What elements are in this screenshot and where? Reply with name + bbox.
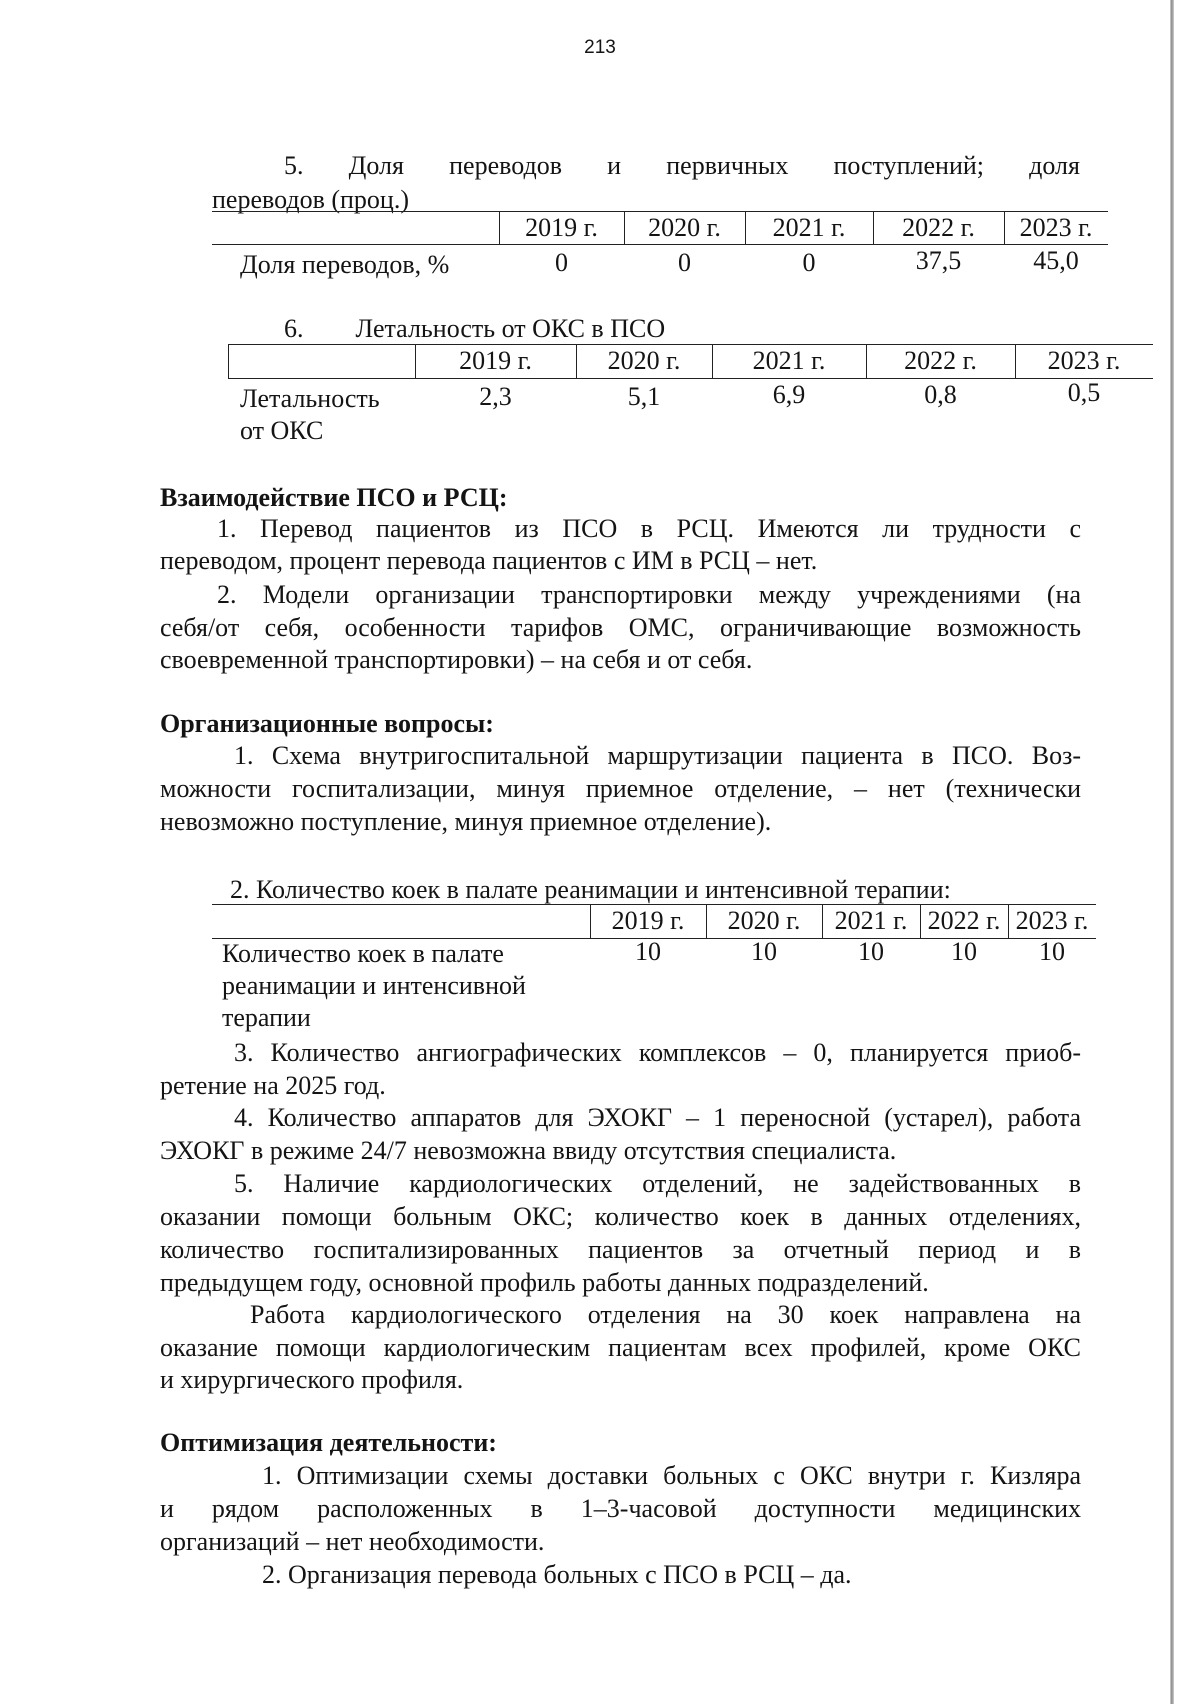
year-header: 2022 г. (904, 346, 977, 375)
heading-word: переводов (449, 151, 562, 180)
table-cell: 5,1 (627, 382, 661, 411)
table-cell: 0,8 (924, 380, 957, 409)
year-header: 2022 г. (902, 213, 975, 242)
paragraph-line: 2. Организация перевода больных с ПСО в РСЦ – да. (262, 1560, 852, 1589)
table-cell: 45,0 (1033, 246, 1079, 275)
section-heading-interaction: Взаимодействие ПСО и РСЦ: (160, 483, 508, 512)
section-heading-org: Организационные вопросы: (160, 709, 494, 738)
section-heading-optimization: Оптимизация деятельности: (160, 1428, 497, 1457)
paragraph-line: 1. Схема внутригоспитальной маршрутизации пациента в ПСО. Воз- (234, 741, 1081, 770)
year-header: 2019 г. (459, 346, 532, 375)
year-header: 2020 г. (648, 213, 721, 242)
heading-word: доля (1029, 151, 1080, 180)
heading-word: Доля (348, 151, 404, 180)
table-cell: 37,5 (915, 246, 962, 275)
section6-heading: 6. Летальность от ОКС в ПСО (284, 314, 666, 343)
paragraph-line: Работа кардиологического отделения на 30 коек направлена на (250, 1300, 1081, 1329)
heading-word: поступлений; (833, 151, 985, 180)
heading-word: и (607, 151, 622, 180)
year-header: 2022 г. (927, 906, 1001, 935)
table-cell: 10 (951, 937, 977, 966)
row-label: от ОКС (240, 416, 324, 445)
paragraph-line: предыдущем году, основной профиль работы данных подразделений. (160, 1268, 929, 1297)
table-cell: 0 (802, 248, 816, 277)
year-header: 2023 г. (1047, 346, 1121, 375)
table-cell: 0,5 (1067, 378, 1101, 407)
table-cell: 2,3 (479, 382, 512, 411)
paragraph-line: 3. Количество ангиографических комплексов – 0, планируется приоб- (234, 1038, 1081, 1067)
paragraph-line: себя/от себя, особенности тарифов ОМС, ограничивающие возможность (160, 613, 1081, 642)
year-header: 2019 г. (525, 213, 598, 242)
table-cell: 10 (858, 937, 884, 966)
section5-num: 5. (284, 151, 304, 180)
paragraph-line: оказание помощи кардиологическим пациентам всех профилей, кроме ОКС (160, 1333, 1081, 1362)
paragraph-line: можности госпитализации, минуя приемное отделение, – нет (технически (160, 774, 1081, 803)
paragraph-line: невозможно поступление, минуя приемное отделение). (160, 807, 772, 836)
paragraph-line: 1. Перевод пациентов из ПСО в РСЦ. Имеются ли трудности с (217, 514, 1081, 543)
paragraph-line: организаций – нет необходимости. (160, 1527, 545, 1556)
row-label: Доля переводов, % (240, 250, 450, 279)
table-cell: 0 (555, 248, 568, 277)
table-cell: 6,9 (772, 380, 806, 409)
paragraph-line: ретение на 2025 год. (160, 1071, 386, 1100)
row-label: Количество коек в палате реанимации и интенсивной терапии (222, 939, 526, 1032)
year-header: 2021 г. (752, 346, 826, 375)
year-header: 2020 г. (607, 346, 681, 375)
paragraph-line: и хирургического профиля. (160, 1365, 464, 1394)
paragraph-line: 5. Наличие кардиологических отделений, не задействованных в (234, 1169, 1081, 1198)
table-cell: 10 (751, 937, 777, 966)
table-cell: 10 (635, 937, 661, 966)
paragraph-line: 4. Количество аппаратов для ЭХОКГ – 1 переносной (устарел), работа (234, 1103, 1081, 1132)
heading-word: первичных (666, 151, 789, 180)
paragraph-line: переводом, процент перевода пациентов с ИМ в РСЦ – нет. (160, 546, 818, 575)
table-cell: 0 (678, 248, 691, 277)
year-header: 2019 г. (611, 906, 685, 935)
paragraph-line: 2. Модели организации транспортировки между учреждениями (на (217, 580, 1081, 609)
paragraph-line: 1. Оптимизации схемы доставки больных с ОКС внутри г. Кизляра (262, 1461, 1081, 1490)
year-header: 2020 г. (727, 906, 801, 935)
beds-table-title: 2. Количество коек в палате реанимации и интенсивной терапии: (230, 875, 951, 904)
paragraph-line: своевременной транспортировки) – на себя и от себя. (160, 645, 753, 674)
year-header: 2021 г. (772, 213, 846, 242)
paragraph-line: оказании помощи больным ОКС; количество коек в данных отделениях, (160, 1202, 1081, 1231)
paragraph-line: количество госпитализированных пациентов за отчетный период и в (160, 1235, 1081, 1264)
paragraph-line: ЭХОКГ в режиме 24/7 невозможна ввиду отсутствия специалиста. (160, 1136, 897, 1165)
section5-heading-line2: переводов (проц.) (212, 185, 409, 214)
year-header: 2023 г. (1015, 906, 1089, 935)
year-header: 2021 г. (834, 906, 908, 935)
year-header: 2023 г. (1019, 213, 1093, 242)
paragraph-line: и рядом расположенных в 1–3-часовой доступности медицинских (160, 1494, 1081, 1523)
page-number: 213 (584, 37, 616, 58)
section5-heading-line1 (284, 150, 1080, 182)
table-cell: 10 (1039, 937, 1065, 966)
scan-edge (1170, 0, 1174, 1704)
row-label: Летальность (240, 384, 380, 413)
